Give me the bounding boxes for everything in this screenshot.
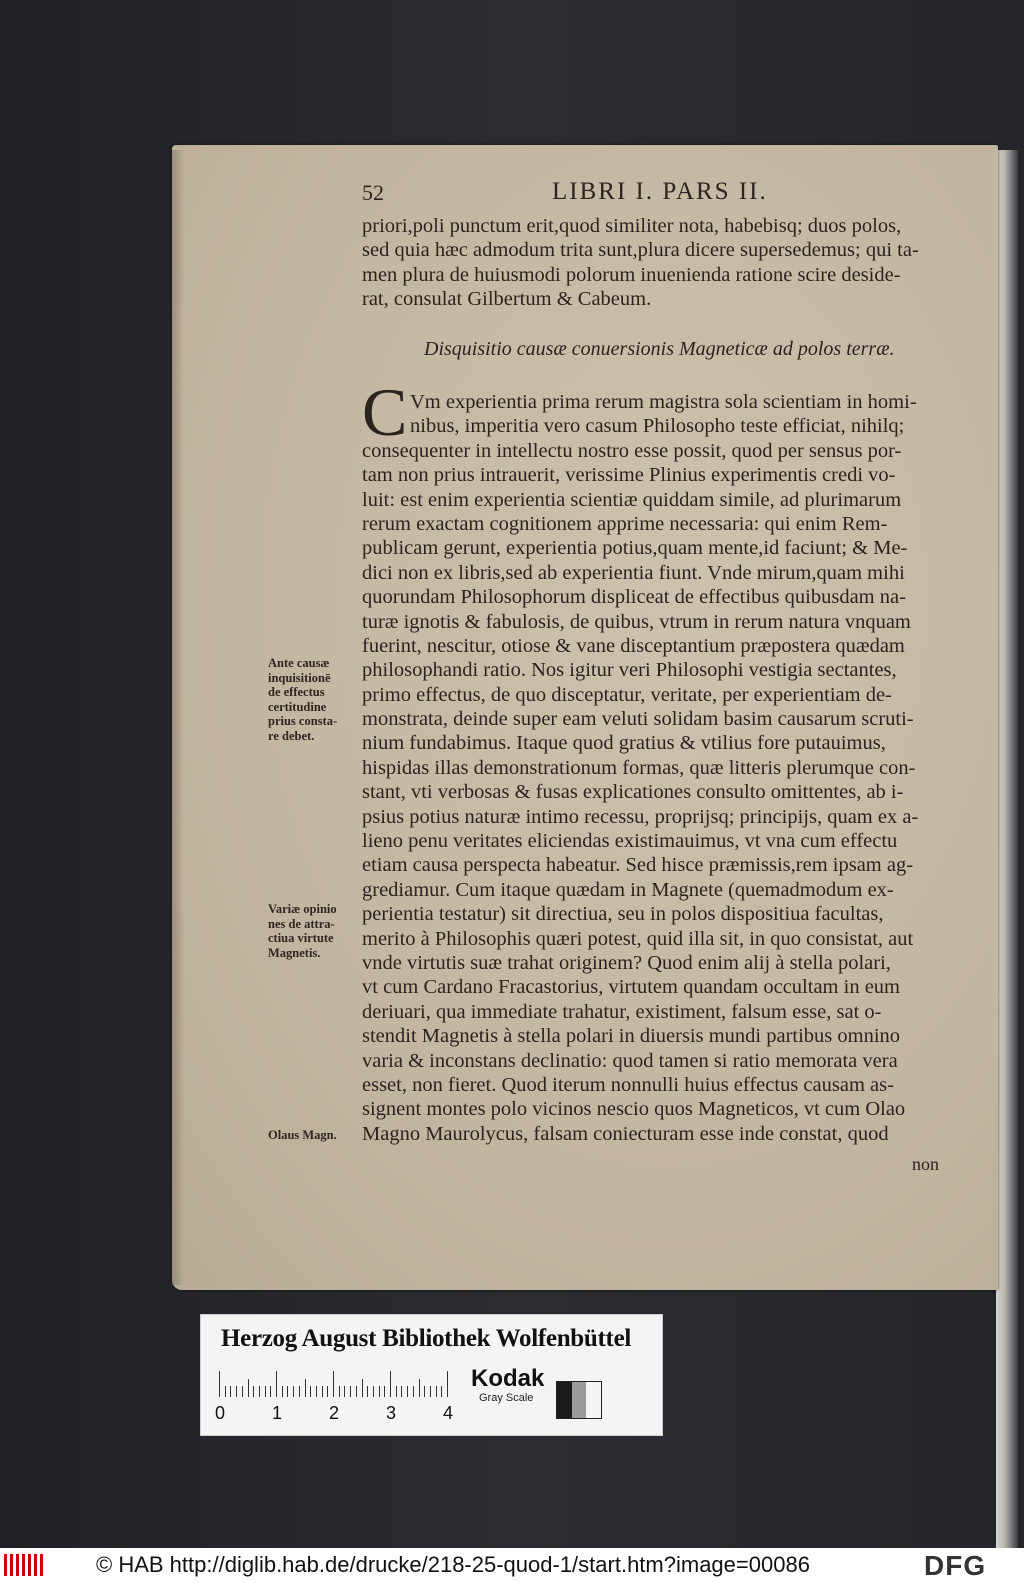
text-line: publicam gerunt, experientia potius,quam mente,id faciunt; & Me- xyxy=(362,537,908,560)
ruler-tick xyxy=(339,1386,340,1397)
ruler-tick xyxy=(265,1386,266,1397)
kodak-logo: Kodak xyxy=(471,1365,545,1392)
ruler-tick xyxy=(253,1386,254,1397)
text-line: philosophandi ratio. Nos igitur veri Philosophi vestigia sectantes, xyxy=(362,659,897,682)
text-line: perientia testatur) sit directiua, seu in polos dispositiua facultas, xyxy=(362,903,884,926)
page-shadow xyxy=(172,150,184,1285)
ruler-tick xyxy=(242,1386,243,1397)
library-name: Herzog August Bibliothek Wolfenbüttel xyxy=(221,1325,632,1352)
text-line: Magno Maurolycus, falsam coniecturam esse inde constat, quod xyxy=(362,1122,889,1145)
margin-note-causae xyxy=(268,656,364,744)
margin-note-line: re debet. xyxy=(268,728,315,743)
margin-note-line: ctiua virtute xyxy=(268,931,334,946)
text-line: merito à Philosophis quæri potest, quid illa sit, in quo consistat, aut xyxy=(362,927,914,950)
catchword: non xyxy=(912,1154,939,1174)
margin-note-line: Olaus Magn. xyxy=(268,1128,337,1142)
logo-bar xyxy=(10,1554,13,1576)
text-line: etiam causa perspecta habeatur. Sed hisce præmissis,rem ipsam ag- xyxy=(362,854,914,877)
ruler-tick xyxy=(356,1386,357,1397)
ruler-tick xyxy=(282,1386,283,1397)
ruler-tick xyxy=(419,1379,420,1397)
ruler-tick xyxy=(401,1386,402,1397)
text-line: luit: est enim experientia scientiæ quiddam simile, ad plurimarum xyxy=(362,488,902,511)
text-line: men plura de huiusmodi polorum inuenienda ratione scire deside- xyxy=(362,263,901,286)
text-line: psius potius naturæ intimo recessu, proprijsq; principijs, quam ex a- xyxy=(362,805,919,828)
page-number: 52 xyxy=(362,180,384,205)
margin-note-line: inquisitionē xyxy=(268,670,331,685)
margin-note-line: Ante causæ xyxy=(268,656,330,670)
logo-bar xyxy=(4,1554,7,1576)
text-line: signent montes polo vicinos nescio quos Magneticos, vt cum Olao xyxy=(362,1098,906,1121)
margin-note-opiniones xyxy=(268,902,364,960)
ruler-tick xyxy=(373,1386,374,1397)
ruler-tick xyxy=(230,1386,231,1397)
margin-note-olaus xyxy=(268,1128,364,1143)
text-line: rat, consulat Gilbertum & Cabeum. xyxy=(362,288,652,311)
logo-bar xyxy=(28,1554,31,1576)
text-line: grediamur. Cum itaque quædam in Magnete (quemadmodum ex- xyxy=(362,878,894,901)
text-line: deriuari, qua immediate trahatur, existiment, falsum esse, sat o- xyxy=(362,1000,882,1023)
ruler-tick xyxy=(396,1386,397,1397)
ruler-tick xyxy=(384,1386,385,1397)
ruler-tick xyxy=(333,1371,334,1397)
text-line: turæ ignotis & fabulosis, de quibus, vtrum in rerum natura vnquam xyxy=(362,610,911,633)
text-line: vt cum Cardano Fracastorius, virtutem quandam occultam in eum xyxy=(362,976,900,999)
text-line: primo effectus, de quo disceptatur, veritate, per experientiam de- xyxy=(362,683,892,706)
text-line: rerum exactam cognitionem apprime necessaria: qui enim Rem- xyxy=(362,512,888,535)
intro-paragraph xyxy=(362,214,960,312)
ruler-number: 3 xyxy=(386,1403,397,1423)
ruler-number: 2 xyxy=(329,1403,340,1423)
ruler-tick xyxy=(276,1371,277,1397)
ruler-tick xyxy=(430,1386,431,1397)
ruler-tick xyxy=(379,1386,380,1397)
logo-bar xyxy=(22,1554,25,1576)
ruler-tick xyxy=(270,1386,271,1397)
margin-note-line: Magnetis. xyxy=(268,945,321,960)
margin-note-line: nes de attra- xyxy=(268,916,335,931)
text-line: tam non prius intrauerit, verissime Plinius experimentis credi vo- xyxy=(362,464,896,487)
footer-credit[interactable]: © HAB http://diglib.hab.de/drucke/218-25-quod-1/start.htm?image=00086 xyxy=(96,1552,810,1577)
ruler-tick xyxy=(287,1386,288,1397)
book-edge xyxy=(996,150,1018,1550)
ruler-tick xyxy=(248,1379,249,1397)
ruler-number: 0 xyxy=(215,1403,226,1423)
text-line: hispidas illas demonstrationum formas, quæ litteris plerumque con- xyxy=(362,756,916,779)
ruler-tick xyxy=(327,1386,328,1397)
text-line: vnde virtutis suæ trahat originem? Quod enim alij à stella polari, xyxy=(362,951,891,974)
ruler-numbers xyxy=(213,1403,463,1425)
ruler-tick xyxy=(407,1386,408,1397)
text-line: sed quia hæc admodum trita sunt,plura dicere supersedemus; qui ta- xyxy=(362,239,919,262)
gray-patch-dark xyxy=(557,1382,572,1418)
ruler-tick xyxy=(344,1386,345,1397)
text-line: monstrata, deinde super eam veluti solidam basim causarum scruti- xyxy=(362,708,914,731)
drop-capital: C xyxy=(362,374,408,450)
text-line: consequenter in intellectu nostro esse possit, quod per sensus por- xyxy=(362,439,902,462)
ruler-tick xyxy=(219,1371,220,1397)
ruler-tick xyxy=(413,1386,414,1397)
color-calibration-card xyxy=(200,1314,663,1436)
section-subheading: Disquisitio causæ conuersionis Magneticæ ad polos terræ. xyxy=(424,338,895,360)
text-line: priori,poli punctum erit,quod similiter nota, habebisq; duos polos, xyxy=(362,215,902,237)
kodak-subtitle: Gray Scale xyxy=(479,1392,534,1404)
ruler-tick xyxy=(436,1386,437,1397)
ruler-tick xyxy=(299,1386,300,1397)
text-line: esset, non fieret. Quod iterum nonnulli huius effectus causam as- xyxy=(362,1073,894,1096)
text-line: fuerint, nescitur, otiose & vane disceptantium præpostera quædam xyxy=(362,634,905,657)
ruler-tick xyxy=(424,1386,425,1397)
ruler-tick xyxy=(447,1371,448,1397)
footer-bar xyxy=(0,1548,1024,1582)
gray-patch-light xyxy=(586,1382,601,1418)
text-line: Vm experientia prima rerum magistra sola scientiam in homi- xyxy=(410,391,917,413)
margin-note-line: certitudine xyxy=(268,699,327,714)
text-line: varia & inconstans declinatio: quod tamen si ratio memorata vera xyxy=(362,1049,898,1072)
ruler-tick xyxy=(236,1386,237,1397)
gray-patch-mid xyxy=(572,1382,587,1418)
scale-ruler xyxy=(219,1367,451,1397)
ruler-tick xyxy=(441,1386,442,1397)
gray-scale-patch xyxy=(556,1381,602,1419)
text-line: nibus, imperitia vero casum Philosopho teste efficiat, nihilq; xyxy=(410,415,905,438)
margin-note-line: de effectus xyxy=(268,685,325,700)
logo-bar xyxy=(40,1554,43,1576)
ruler-tick xyxy=(316,1386,317,1397)
ruler-tick xyxy=(362,1379,363,1397)
ruler-tick xyxy=(367,1386,368,1397)
running-head: LIBRI I. PARS II. xyxy=(552,178,768,205)
main-paragraph xyxy=(362,390,960,1146)
text-line: stant, vti verbosas & fusas explicationes consulto omittentes, ab i- xyxy=(362,781,904,804)
text-line: dici non ex libris,sed ab experientia fiunt. Vnde mirum,quam mihi xyxy=(362,561,905,584)
text-line: quorundam Philosophorum displiceat de effectibus quibusdam na- xyxy=(362,586,906,609)
dfg-logo: DFG xyxy=(924,1550,987,1581)
logo-bar xyxy=(16,1554,19,1576)
margin-note-line: Variæ opinio xyxy=(268,902,337,916)
text-line: stendit Magnetis à stella polari in diuersis mundi partibus omnino xyxy=(362,1025,901,1048)
ruler-tick xyxy=(305,1379,306,1397)
text-line: nium fundabimus. Itaque quod gratius & vtilius fore putauimus, xyxy=(362,732,886,755)
ruler-tick xyxy=(259,1386,260,1397)
ruler-tick xyxy=(390,1371,391,1397)
logo-bar xyxy=(34,1554,37,1576)
ruler-number: 1 xyxy=(272,1403,283,1423)
ruler-tick xyxy=(225,1386,226,1397)
ruler-tick xyxy=(350,1386,351,1397)
hab-logo-icon xyxy=(4,1554,46,1576)
margin-note-line: prius consta- xyxy=(268,714,338,729)
text-line: lieno penu veritates eliciendas existimauimus, vt vna cum effectu xyxy=(362,830,898,853)
page-header xyxy=(358,180,958,210)
ruler-number: 4 xyxy=(443,1403,454,1423)
ruler-tick xyxy=(322,1386,323,1397)
ruler-tick xyxy=(310,1386,311,1397)
ruler-tick xyxy=(293,1386,294,1397)
